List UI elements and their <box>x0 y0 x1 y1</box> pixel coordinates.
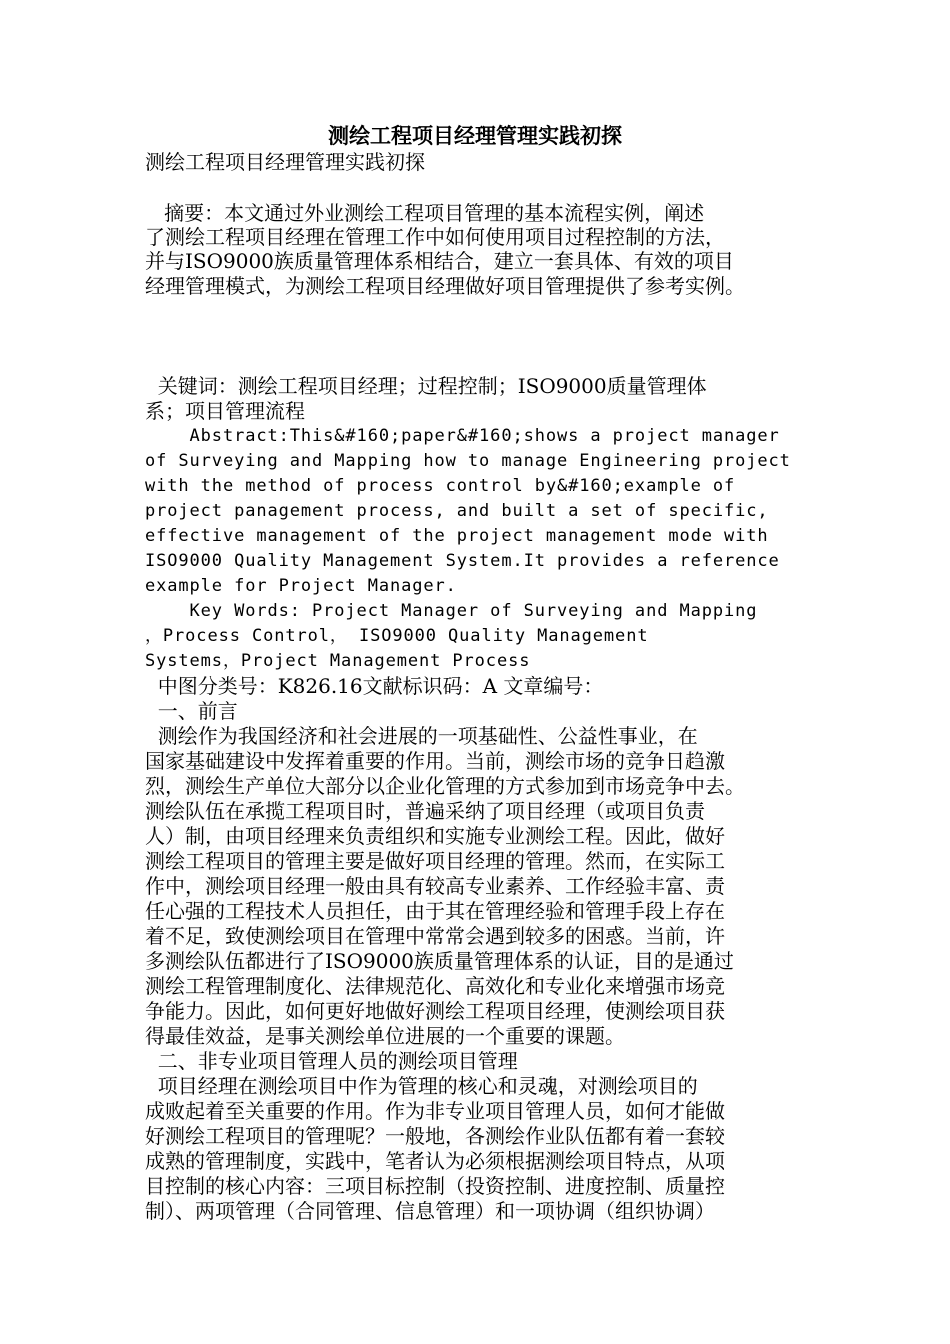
paragraph-line: 任心强的工程技术人员担任，由于其在管理经验和管理手段上存在 <box>145 899 725 923</box>
paragraph-line: 制）、两项管理（合同管理、信息管理）和一项协调（组织协调） <box>145 1199 715 1223</box>
keywords-en-line: Key Words: Project Manager of Surveying and Mapping <box>145 601 758 621</box>
paragraph-line: 成熟的管理制度，实践中，笔者认为必须根据测绘项目特点，从项 <box>145 1149 725 1173</box>
keywords-en-line: Systems，Project Management Process <box>145 651 531 671</box>
keywords-line: 关键词：测绘工程项目经理；过程控制；ISO9000质量管理体 <box>145 374 707 398</box>
classification-line: 中图分类号：K826.16文献标识码：A 文章编号： <box>145 674 604 698</box>
document-title: 测绘工程项目经理管理实践初探 <box>328 123 622 148</box>
paragraph-line: 测绘队伍在承揽工程项目时，普遍采纳了项目经理（或项目负责 <box>145 799 705 823</box>
keywords-en-line: ，Process Control， ISO9000 Quality Management <box>145 626 649 646</box>
abstract-en-line: ISO9000 Quality Management System.It provides a reference <box>145 551 780 571</box>
paragraph-line: 成败起着至关重要的作用。作为非专业项目管理人员，如何才能做 <box>145 1099 725 1123</box>
keywords-line: 系；项目管理流程 <box>145 399 305 423</box>
abstract-en-line: Abstract:This&#160;paper&#160;shows a project manager <box>145 426 780 446</box>
paragraph-line: 多测绘队伍都进行了ISO9000族质量管理体系的认证，目的是通过 <box>145 949 734 973</box>
section-heading: 二、非专业项目管理人员的测绘项目管理 <box>145 1049 518 1073</box>
paragraph-line: 着不足，致使测绘项目在管理中常常会遇到较多的困惑。当前，许 <box>145 924 725 948</box>
abstract-line: 了测绘工程项目经理在管理工作中如何使用项目过程控制的方法， <box>145 225 725 249</box>
paragraph-line: 好测绘工程项目的管理呢？一般地，各测绘作业队伍都有着一套较 <box>145 1124 725 1148</box>
abstract-line: 摘要：本文通过外业测绘工程项目管理的基本流程实例，阐述 <box>145 201 705 225</box>
paragraph-line: 目控制的核心内容：三项目标控制（投资控制、进度控制、质量控 <box>145 1174 725 1198</box>
paragraph-line: 烈，测绘生产单位大部分以企业化管理的方式参加到市场竞争中去。 <box>145 774 745 798</box>
paragraph-line: 人）制，由项目经理来负责组织和实施专业测绘工程。因此，做好 <box>145 824 725 848</box>
paragraph-line: 测绘作为我国经济和社会进展的一项基础性、公益性事业，在 <box>145 724 698 748</box>
paragraph-line: 项目经理在测绘项目中作为管理的核心和灵魂，对测绘项目的 <box>145 1074 698 1098</box>
abstract-line: 并与ISO9000族质量管理体系相结合，建立一套具体、有效的项目 <box>145 249 734 273</box>
paragraph-line: 作中，测绘项目经理一般由具有较高专业素养、工作经验丰富、责 <box>145 874 725 898</box>
abstract-en-line: example for Project Manager. <box>145 576 457 596</box>
abstract-en-line: with the method of process control by&#160;example of <box>145 476 736 496</box>
abstract-en-line: effective management of the project management mode with <box>145 526 769 546</box>
paragraph-line: 国家基础建设中发挥着重要的作用。当前，测绘市场的竞争日趋激 <box>145 749 725 773</box>
abstract-en-line: of Surveying and Mapping how to manage Engineering project <box>145 451 791 471</box>
document-subtitle: 测绘工程项目经理管理实践初探 <box>145 150 425 174</box>
paragraph-line: 测绘工程项目的管理主要是做好项目经理的管理。然而，在实际工 <box>145 849 725 873</box>
paragraph-line: 得最佳效益，是事关测绘单位进展的一个重要的课题。 <box>145 1024 625 1048</box>
section-heading: 一、前言 <box>145 699 238 723</box>
abstract-line: 经理管理模式，为测绘工程项目经理做好项目管理提供了参考实例。 <box>145 274 745 298</box>
abstract-en-line: project panagement process, and built a set of specific, <box>145 501 769 521</box>
paragraph-line: 测绘工程管理制度化、法律规范化、高效化和专业化来增强市场竞 <box>145 974 725 998</box>
paragraph-line: 争能力。因此，如何更好地做好测绘工程项目经理，使测绘项目获 <box>145 999 725 1023</box>
